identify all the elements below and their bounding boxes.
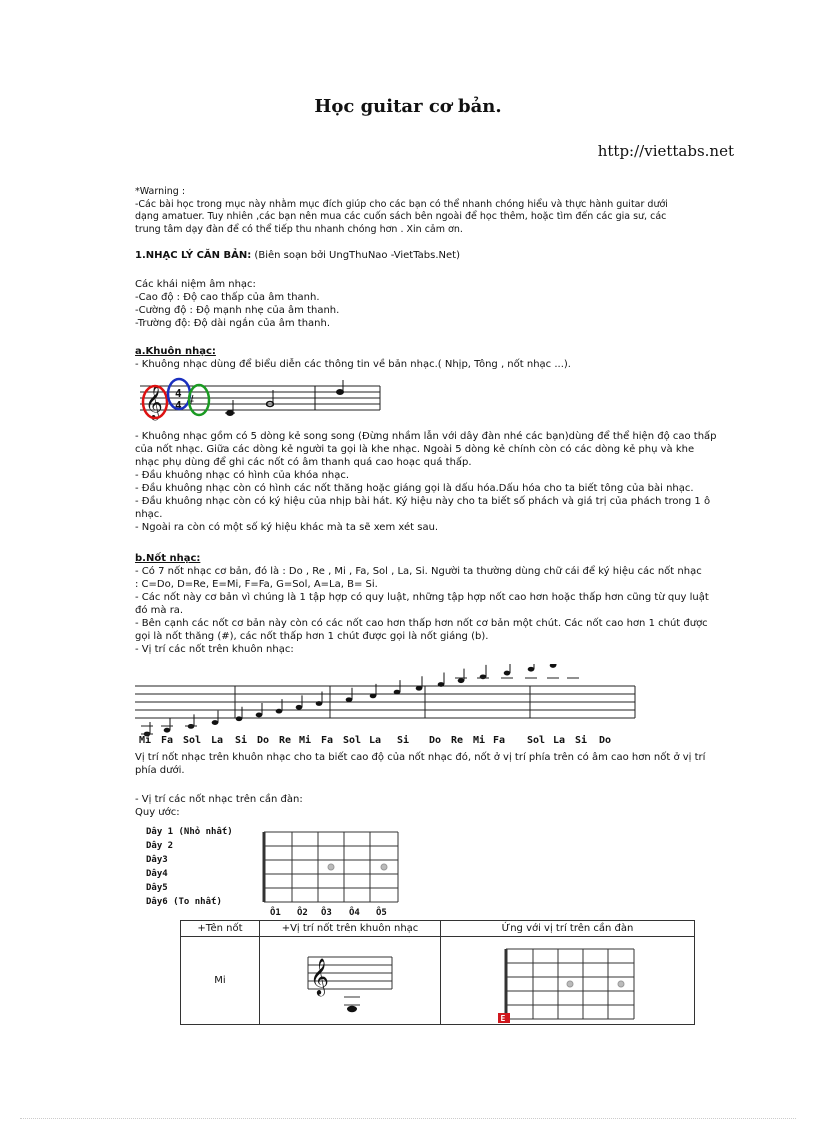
- note-name-label: Fa: [493, 735, 506, 746]
- table-row: [181, 937, 695, 1025]
- staff-note-1: [164, 728, 171, 733]
- note-name-label: Re: [279, 735, 292, 746]
- table-header: +Tên nốt: [181, 921, 260, 937]
- note-staff-illustration: [135, 664, 640, 746]
- fretboard-cell: [441, 937, 695, 1025]
- staff-illustration: [135, 374, 385, 422]
- text-line: nhạc phụ dùng để ghi các nốt có âm thanh quá cao hoạc quá thấp.: [135, 457, 472, 468]
- note-name-label: La: [553, 735, 566, 746]
- staff-note-10: [370, 694, 377, 699]
- staff-note-11: [394, 690, 401, 695]
- text-line: - Các nốt này cơ bản vì chúng là 1 tập hợp có quy luật, những tập hợp nốt cao hơn hoặc thấp hơn cũng từ quy luật: [135, 592, 709, 603]
- mi-note: [347, 1005, 357, 1011]
- staff-note-7: [296, 705, 303, 710]
- note-name-label: Sol: [527, 735, 546, 746]
- text-line: - Bên cạnh các nốt cơ bản này còn có các nốt cao hơn thấp hơn nốt cơ bản một chút. Các nốt cao hơn 1 chút được: [135, 618, 708, 629]
- text-line: của nốt nhạc. Giữa các dòng kẻ người ta gọi là khe nhạc. Ngoài 5 dòng kẻ chính còn có các dòng kẻ phụ và khe: [135, 444, 695, 455]
- staff-note-9: [346, 697, 353, 702]
- staff-note-18: [550, 664, 557, 668]
- text-line: gọi là nốt thăng (#), các nốt thấp hơn 1 chút được gọi là nốt giáng (b).: [135, 631, 489, 642]
- text-line: - Vị trí các nốt nhạc trên cần đàn:: [135, 794, 303, 805]
- staff-note-16: [504, 671, 511, 676]
- time-signature-bottom: 4: [175, 399, 182, 412]
- note-name-cell: Mi: [181, 937, 260, 1025]
- note-name-label: Sol: [343, 735, 362, 746]
- page-title: Học guitar cơ bản.: [314, 96, 502, 117]
- section1-byline: (Biên soạn bởi UngThuNao -VietTabs.Net): [251, 250, 460, 261]
- staff-section-header: [135, 345, 740, 371]
- sharp-icon: #: [187, 393, 195, 407]
- string-label: Dây4: [146, 869, 168, 879]
- section1-title: 1.NHẠC LÝ CĂN BẢN:: [135, 250, 252, 261]
- fretboard-diagram: [140, 822, 410, 920]
- text-line: - Đầu khuông nhạc còn có hình các nốt thăng hoặc giáng gọi là dấu hóa.Dấu hóa cho ta biết tông của bài nhạc.: [135, 483, 694, 494]
- fret-label: Ô5: [376, 908, 387, 918]
- note-name-label: Do: [429, 735, 442, 746]
- text-line: đó mà ra.: [135, 605, 184, 616]
- staff-note-4: [236, 716, 243, 721]
- text-line: Vị trí nốt nhạc trên khuôn nhạc cho ta biết cao độ của nốt nhạc đó, nốt ở vị trí phía trên có âm cao hơn nốt ở vị trí: [135, 752, 706, 763]
- treble-clef-icon: 𝄞: [310, 956, 329, 995]
- section-heading: [135, 249, 740, 262]
- text-line: - Đầu khuông nhạc còn có ký hiệu của nhịp bài hát. Ký hiệu này cho ta biết số phách và giá trị của phách trong 1 ô: [135, 496, 711, 507]
- text-line: phía dưới.: [135, 765, 185, 776]
- fret-marker-dot: [567, 981, 573, 987]
- string-label: Dây 1 (Nhỏ nhất): [146, 827, 233, 837]
- staff-note-8: [316, 701, 323, 706]
- note-name-label: Sol: [183, 735, 202, 746]
- time-signature-top: 4: [175, 387, 182, 400]
- text-line: nhạc.: [135, 509, 163, 520]
- staff-note: [337, 390, 344, 395]
- string-label: Dây 2: [146, 841, 174, 851]
- text-line: Quy ước:: [135, 807, 180, 818]
- notes-section: [135, 552, 740, 656]
- staff-note-13: [438, 682, 445, 687]
- fret-label: Ô2: [297, 908, 308, 918]
- string-label: Dây6 (To nhất): [146, 897, 222, 907]
- concept-line: -Trường độ: Độ dài ngắn của âm thanh.: [135, 318, 331, 329]
- concepts-list: [135, 278, 740, 330]
- text-line: - Đầu khuông nhạc có hình của khóa nhạc.: [135, 470, 350, 481]
- mi-marker-label: E: [500, 1013, 505, 1023]
- table-header: +Vị trí nốt trên khuôn nhạc: [260, 921, 441, 937]
- note-name-label: Si: [235, 735, 248, 746]
- site-url[interactable]: http://viettabs.net: [597, 142, 734, 160]
- staff-note-14: [458, 678, 465, 683]
- note-name-label: Mi: [139, 735, 152, 746]
- warning-label: *Warning :: [135, 186, 186, 197]
- text-line: - Có 7 nốt nhạc cơ bản, đó là : Do , Re , Mi , Fa, Sol , La, Si. Người ta thường dùng chữ cái để ký hiệu các nốt nhạc: [135, 566, 702, 577]
- note-name-label: Si: [397, 735, 410, 746]
- note-name-label: La: [211, 735, 224, 746]
- mi-fretboard-icon: [498, 939, 638, 1023]
- warning-line: trung tâm dạy đàn để có thể tiếp thu nhanh chóng hơn . Xin cảm ơn.: [135, 223, 463, 235]
- staff-note-3: [212, 720, 219, 725]
- mi-staff-icon: [300, 939, 400, 1023]
- fret-label: Ô4: [349, 908, 360, 918]
- staff-description: [135, 430, 740, 534]
- string-label: Dây3: [146, 855, 168, 865]
- text-line: - Vị trí các nốt trên khuôn nhạc:: [135, 644, 294, 655]
- text-line: - Ngoài ra còn có một số ký hiệu khác mà ta sẽ xem xét sau.: [135, 522, 439, 533]
- staff-note-6: [276, 709, 283, 714]
- note-name-label: Fa: [161, 735, 174, 746]
- note-name-label: Fa: [321, 735, 334, 746]
- warning-line: -Các bài học trong mục này nhằm mục đích giúp cho các bạn có thể nhanh chóng hiểu và thực hành guitar dưới: [135, 198, 668, 210]
- fret-label: Ô3: [321, 908, 332, 918]
- fret-label: Ô1: [270, 908, 281, 918]
- fret-marker-dot: [381, 864, 387, 870]
- staff-cell: [260, 937, 441, 1025]
- note-position-text: [135, 751, 740, 777]
- warning-block: [135, 186, 745, 236]
- table-header: Ứng với vị trí trên cần đàn: [441, 921, 695, 937]
- staff-note-5: [256, 713, 263, 718]
- concept-line: -Cường độ : Độ mạnh nhẹ của âm thanh.: [135, 305, 340, 316]
- concept-line: Các khái niệm âm nhạc:: [135, 279, 256, 290]
- staff-heading: a.Khuôn nhạc:: [135, 346, 216, 357]
- note-name-label: Mi: [299, 735, 312, 746]
- note-name-label: Do: [257, 735, 270, 746]
- staff-intro: - Khuông nhạc dùng để biểu diễn các thông tin về bản nhạc.( Nhịp, Tông , nốt nhạc ...).: [135, 359, 571, 370]
- warning-line: dạng amatuer. Tuy nhiên ,các bạn nên mua các cuốn sách bên ngoài để học thêm, hoặc tìm đến các gia sư, các: [135, 211, 667, 222]
- treble-clef-icon: 𝄞: [145, 385, 163, 420]
- concept-line: -Cao độ : Độ cao thấp của âm thanh.: [135, 292, 320, 303]
- fretboard-intro: [135, 793, 740, 819]
- note-name-label: Si: [575, 735, 588, 746]
- text-line: - Khuông nhạc gồm có 5 dòng kẻ song song (Đừng nhầm lẫn với dây đàn nhé các bạn)dùng để thể hiện độ cao thấp: [135, 431, 717, 442]
- note-name-label: Do: [599, 735, 612, 746]
- note-name-label: Mi: [473, 735, 486, 746]
- staff-note-17: [528, 667, 535, 672]
- fret-marker-dot: [618, 981, 624, 987]
- note-name-label: Re: [451, 735, 464, 746]
- staff-note-15: [480, 674, 487, 679]
- notes-heading: b.Nốt nhạc:: [135, 553, 201, 564]
- note-name-label: La: [369, 735, 382, 746]
- page-bottom-divider: [20, 1118, 796, 1119]
- fret-marker-dot: [328, 864, 334, 870]
- text-line: : C=Do, D=Re, E=Mi, F=Fa, G=Sol, A=La, B= Si.: [135, 579, 378, 590]
- string-label: Dây5: [146, 883, 168, 893]
- note-table: [180, 920, 695, 1025]
- staff-note-12: [416, 686, 423, 691]
